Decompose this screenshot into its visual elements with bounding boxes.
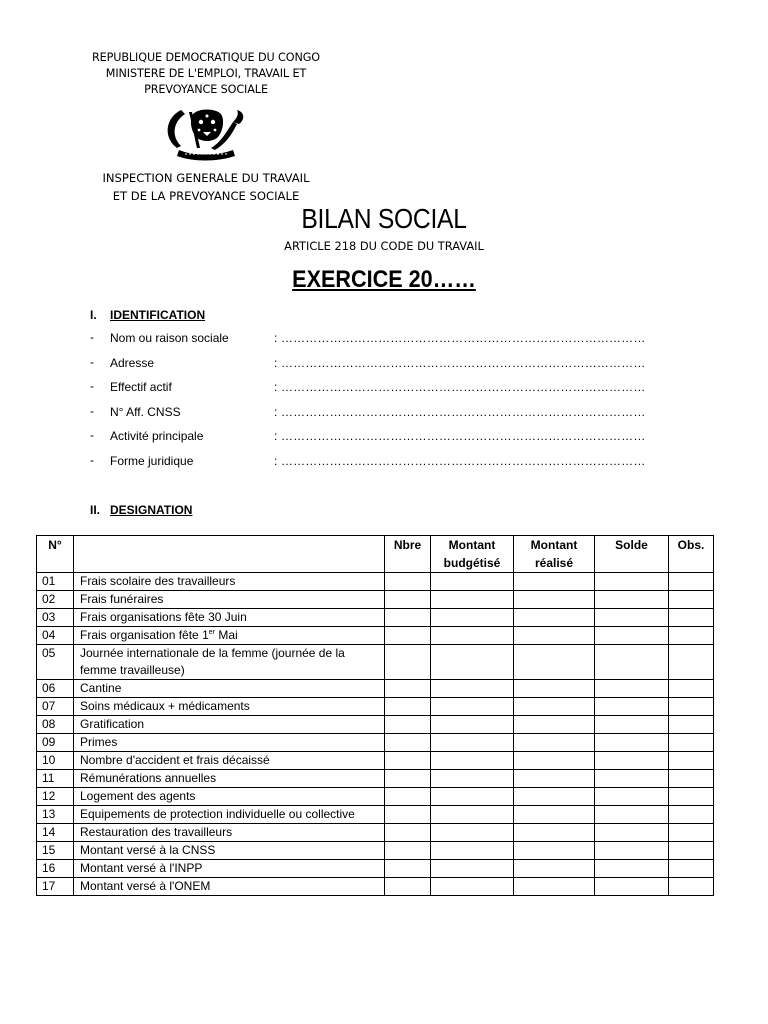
- cell-obs[interactable]: [669, 770, 714, 788]
- identification-field: [90, 404, 650, 429]
- cell-obs[interactable]: [669, 591, 714, 609]
- row-label-text: Soins médicaux + médicaments: [80, 699, 250, 713]
- cell-montant-budgetise[interactable]: [431, 860, 514, 878]
- exercice-heading: EXERCICE 20……: [292, 266, 476, 293]
- cell-montant-budgetise[interactable]: [431, 824, 514, 842]
- section-designation: [90, 503, 192, 517]
- table-row: [37, 770, 714, 788]
- cell-nbre[interactable]: [385, 824, 431, 842]
- cell-montant-budgetise[interactable]: [431, 770, 514, 788]
- header-line: REPUBLIQUE DEMOCRATIQUE DU CONGO: [91, 51, 321, 64]
- cell-solde[interactable]: [595, 573, 669, 591]
- field-value[interactable]: : ………………………………………………………………………………: [274, 380, 646, 395]
- field-label: Adresse: [110, 355, 155, 370]
- row-label-text: Restauration des travailleurs: [80, 825, 233, 839]
- field-label: Forme juridique: [110, 453, 194, 468]
- cell-montant-budgetise[interactable]: [431, 734, 514, 752]
- cell-solde[interactable]: [595, 627, 669, 645]
- cell-montant-realise[interactable]: [514, 824, 595, 842]
- cell-montant-realise[interactable]: [514, 609, 595, 627]
- cell-montant-realise[interactable]: [514, 645, 595, 680]
- cell-nbre[interactable]: [385, 627, 431, 645]
- row-label-text: Montant versé à la CNSS: [80, 843, 216, 857]
- bullet-dash: -: [90, 330, 94, 344]
- field-label: Nom ou raison sociale: [110, 331, 229, 345]
- cell-montant-realise[interactable]: [514, 716, 595, 734]
- cell-obs[interactable]: [669, 716, 714, 734]
- row-designation: [74, 734, 385, 752]
- table-row: [37, 734, 714, 752]
- cell-obs[interactable]: [669, 680, 714, 698]
- row-number: 13: [37, 806, 74, 824]
- coat-of-arms-emblem: [159, 106, 251, 164]
- row-number: 05: [37, 645, 74, 680]
- cell-obs[interactable]: [669, 860, 714, 878]
- row-label-text: Cantine: [80, 681, 122, 695]
- table-row: [37, 842, 714, 860]
- row-designation: [74, 752, 385, 770]
- row-label-text: Journée internationale de la femme (journée de la femme travailleuse): [80, 646, 345, 677]
- cell-montant-budgetise[interactable]: [431, 609, 514, 627]
- cell-montant-budgetise[interactable]: [431, 752, 514, 770]
- table-row: [37, 860, 714, 878]
- row-designation: [74, 573, 385, 591]
- cell-nbre[interactable]: [385, 591, 431, 609]
- bullet-dash: -: [90, 354, 94, 369]
- field-value[interactable]: : ………………………………………………………………………………: [274, 355, 646, 370]
- identification-field: [90, 355, 650, 380]
- field-value[interactable]: : ………………………………………………………………………………: [274, 453, 646, 468]
- cell-obs[interactable]: [669, 609, 714, 627]
- row-designation: [74, 698, 385, 716]
- cell-nbre[interactable]: [385, 878, 431, 896]
- cell-montant-realise[interactable]: [514, 734, 595, 752]
- table-row: [37, 806, 714, 824]
- row-label-sup: er: [208, 629, 215, 636]
- cell-montant-budgetise[interactable]: [431, 627, 514, 645]
- cell-montant-realise[interactable]: [514, 591, 595, 609]
- table-row: [37, 824, 714, 842]
- header-solde: Solde: [595, 536, 669, 573]
- field-label: Activité principale: [110, 429, 204, 444]
- cell-obs[interactable]: [669, 752, 714, 770]
- cell-montant-budgetise[interactable]: [431, 591, 514, 609]
- header-nbre: Nbre: [385, 536, 431, 573]
- header-line: MINISTERE DE L'EMPLOI, TRAVAIL ET: [105, 67, 307, 80]
- cell-nbre[interactable]: [385, 716, 431, 734]
- cell-montant-budgetise[interactable]: [431, 573, 514, 591]
- row-number: 14: [37, 824, 74, 842]
- table-row: [37, 627, 714, 645]
- cell-obs[interactable]: [669, 824, 714, 842]
- ministry-header: [86, 50, 326, 98]
- cell-nbre[interactable]: [385, 680, 431, 698]
- cell-nbre[interactable]: [385, 860, 431, 878]
- header-montant-realise: Montant réalisé: [514, 536, 595, 573]
- row-designation: [74, 788, 385, 806]
- cell-obs[interactable]: [669, 788, 714, 806]
- cell-montant-realise[interactable]: [514, 680, 595, 698]
- row-designation: [74, 609, 385, 627]
- row-label-text: Gratification: [80, 717, 145, 731]
- cell-obs[interactable]: [669, 627, 714, 645]
- cell-montant-realise[interactable]: [514, 770, 595, 788]
- row-number: 07: [37, 698, 74, 716]
- cell-nbre[interactable]: [385, 698, 431, 716]
- cell-solde[interactable]: [595, 878, 669, 896]
- field-value[interactable]: : ………………………………………………………………………………: [274, 429, 646, 444]
- row-designation: [74, 716, 385, 734]
- field-value[interactable]: : ………………………………………………………………………………: [274, 331, 646, 345]
- cell-obs[interactable]: [669, 645, 714, 680]
- bullet-dash: -: [90, 452, 94, 467]
- cell-solde[interactable]: [595, 752, 669, 770]
- bullet-dash: -: [90, 379, 94, 394]
- header-number: N°: [37, 536, 74, 573]
- table-row: [37, 573, 714, 591]
- field-value[interactable]: : ………………………………………………………………………………: [274, 404, 646, 419]
- row-number: 11: [37, 770, 74, 788]
- cell-montant-realise[interactable]: [514, 627, 595, 645]
- cell-solde[interactable]: [595, 698, 669, 716]
- designation-table: [36, 535, 714, 896]
- row-designation: [74, 770, 385, 788]
- cell-nbre[interactable]: [385, 806, 431, 824]
- header-line: PREVOYANCE SOCIALE: [144, 83, 268, 96]
- cell-obs[interactable]: [669, 734, 714, 752]
- cell-nbre[interactable]: [385, 573, 431, 591]
- cell-nbre[interactable]: [385, 770, 431, 788]
- cell-solde[interactable]: [595, 842, 669, 860]
- row-label-text: Frais organisation fête 1: [80, 628, 209, 642]
- row-label-text: Rémunérations annuelles: [80, 771, 217, 785]
- identification-field: [90, 453, 650, 478]
- cell-obs[interactable]: [669, 573, 714, 591]
- bullet-dash: -: [90, 428, 94, 443]
- cell-montant-budgetise[interactable]: [431, 842, 514, 860]
- document-subtitle: ARTICLE 218 DU CODE DU TRAVAIL: [284, 239, 484, 253]
- row-label-text: Frais funéraires: [80, 592, 164, 606]
- cell-solde[interactable]: [595, 716, 669, 734]
- cell-montant-budgetise[interactable]: [431, 878, 514, 896]
- table-row: [37, 878, 714, 896]
- row-number: 08: [37, 716, 74, 734]
- row-designation: [74, 627, 385, 645]
- row-label-text: Equipements de protection individuelle ou collective: [80, 807, 355, 821]
- field-label: Effectif actif: [110, 380, 172, 395]
- field-label: N° Aff. CNSS: [110, 404, 181, 419]
- cell-nbre[interactable]: [385, 609, 431, 627]
- row-designation: [74, 680, 385, 698]
- table-header-row: [37, 536, 714, 573]
- row-label-text: Frais scolaire des travailleurs: [80, 574, 236, 588]
- row-designation: [74, 591, 385, 609]
- table-row: [37, 680, 714, 698]
- bullet-dash: -: [90, 403, 94, 418]
- cell-nbre[interactable]: [385, 734, 431, 752]
- header-montant-budgetise: Montant budgétisé: [431, 536, 514, 573]
- cell-solde[interactable]: [595, 806, 669, 824]
- cell-solde[interactable]: [595, 645, 669, 680]
- table-row: [37, 716, 714, 734]
- inspection-header: [86, 169, 326, 205]
- document-title: BILAN SOCIAL: [301, 203, 467, 234]
- cell-solde[interactable]: [595, 680, 669, 698]
- section-label: IDENTIFICATION: [110, 308, 206, 322]
- table-row: [37, 609, 714, 627]
- table-row: [37, 698, 714, 716]
- row-number: 02: [37, 591, 74, 609]
- row-number: 04: [37, 627, 74, 645]
- cell-obs[interactable]: [669, 806, 714, 824]
- cell-nbre[interactable]: [385, 645, 431, 680]
- cell-solde[interactable]: [595, 788, 669, 806]
- row-number: 10: [37, 752, 74, 770]
- cell-nbre[interactable]: [385, 752, 431, 770]
- cell-montant-realise[interactable]: [514, 842, 595, 860]
- cell-nbre[interactable]: [385, 788, 431, 806]
- section-identification: [90, 308, 205, 322]
- table-row: [37, 591, 714, 609]
- cell-montant-budgetise[interactable]: [431, 716, 514, 734]
- table-row: [37, 788, 714, 806]
- cell-solde[interactable]: [595, 824, 669, 842]
- row-number: 09: [37, 734, 74, 752]
- cell-montant-budgetise[interactable]: [431, 698, 514, 716]
- row-designation: [74, 878, 385, 896]
- row-label-text: Frais organisations fête 30 Juin: [80, 610, 247, 624]
- cell-obs[interactable]: [669, 878, 714, 896]
- cell-montant-realise[interactable]: [514, 806, 595, 824]
- row-designation: [74, 806, 385, 824]
- row-label-text: Montant versé à l'ONEM: [80, 879, 211, 893]
- identification-field: [90, 428, 650, 453]
- identification-field: [90, 379, 650, 404]
- cell-solde[interactable]: [595, 609, 669, 627]
- cell-montant-realise[interactable]: [514, 788, 595, 806]
- row-label-suffix: Mai: [214, 628, 238, 642]
- header-designation: [74, 536, 385, 573]
- row-number: 12: [37, 788, 74, 806]
- row-label-text: Primes: [80, 735, 118, 749]
- inspection-line: ET DE LA PREVOYANCE SOCIALE: [112, 189, 300, 203]
- cell-obs[interactable]: [669, 698, 714, 716]
- cell-obs[interactable]: [669, 842, 714, 860]
- row-designation: [74, 645, 385, 680]
- identification-field: [90, 330, 650, 355]
- cell-solde[interactable]: [595, 591, 669, 609]
- section-label: DESIGNATION: [110, 503, 193, 517]
- cell-montant-realise[interactable]: [514, 878, 595, 896]
- section-number: I.: [90, 308, 97, 322]
- cell-montant-realise[interactable]: [514, 860, 595, 878]
- cell-montant-budgetise[interactable]: [431, 645, 514, 680]
- cell-solde[interactable]: [595, 734, 669, 752]
- row-label-text: Montant versé à l'INPP: [80, 861, 203, 875]
- inspection-line: INSPECTION GENERALE DU TRAVAIL: [102, 171, 310, 185]
- row-number: 06: [37, 680, 74, 698]
- row-number: 17: [37, 878, 74, 896]
- cell-montant-realise[interactable]: [514, 752, 595, 770]
- cell-nbre[interactable]: [385, 842, 431, 860]
- cell-solde[interactable]: [595, 860, 669, 878]
- cell-montant-budgetise[interactable]: [431, 806, 514, 824]
- row-designation: [74, 824, 385, 842]
- header-obs: Obs.: [669, 536, 714, 573]
- table-row: [37, 645, 714, 680]
- row-label-text: Nombre d'accident et frais décaissé: [80, 753, 270, 767]
- row-label-text: Logement des agents: [80, 789, 196, 803]
- row-designation: [74, 842, 385, 860]
- cell-montant-realise[interactable]: [514, 698, 595, 716]
- cell-montant-realise[interactable]: [514, 573, 595, 591]
- cell-montant-budgetise[interactable]: [431, 788, 514, 806]
- table-row: [37, 752, 714, 770]
- identification-fields: [90, 330, 650, 478]
- row-number: 01: [37, 573, 74, 591]
- row-number: 15: [37, 842, 74, 860]
- row-number: 16: [37, 860, 74, 878]
- cell-montant-budgetise[interactable]: [431, 680, 514, 698]
- row-number: 03: [37, 609, 74, 627]
- section-number: II.: [90, 503, 101, 517]
- cell-solde[interactable]: [595, 770, 669, 788]
- row-designation: [74, 860, 385, 878]
